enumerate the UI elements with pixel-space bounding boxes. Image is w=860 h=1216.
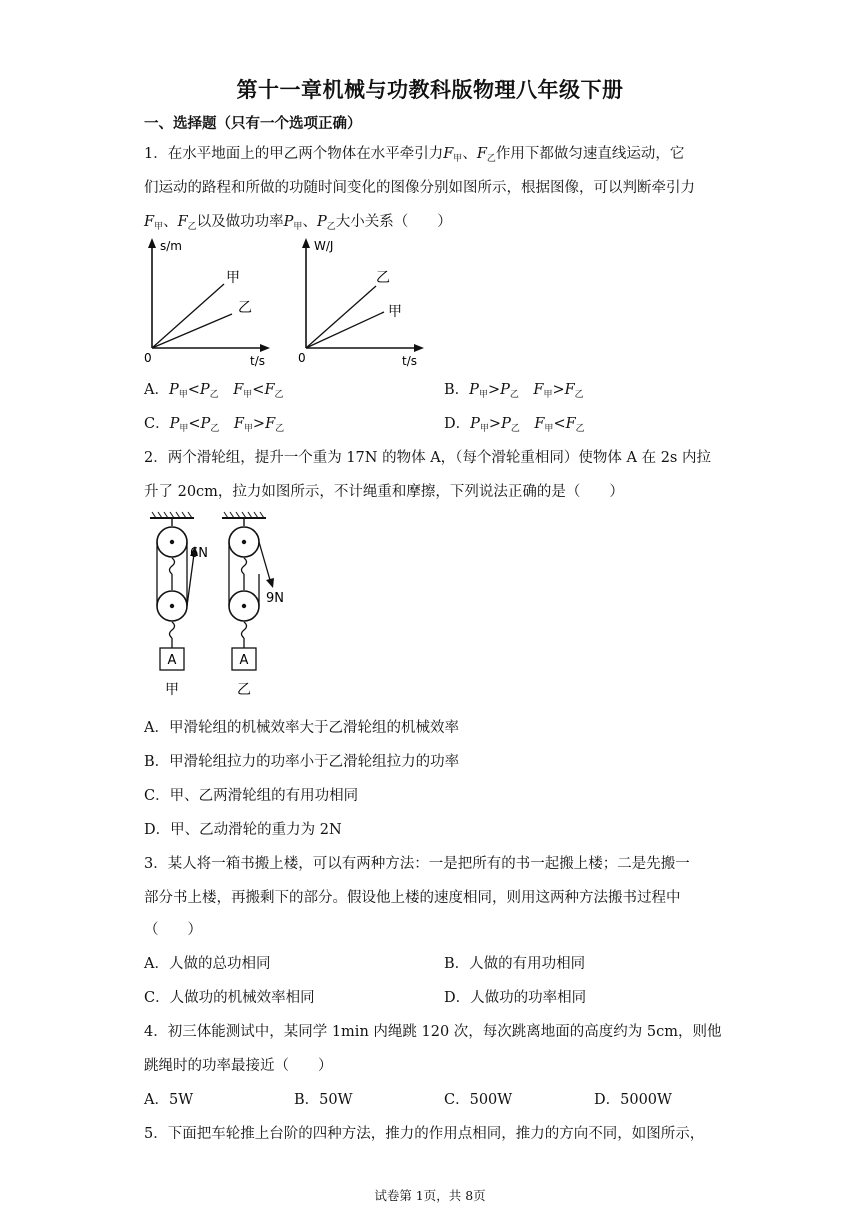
q2-line-1: 2．两个滑轮组，提升一个重为 17N 的物体 A，（每个滑轮重相同）使物体 A 在 2s 内拉: [144, 450, 711, 466]
q3-option-c[interactable]: C．人做功的机械效率相同: [144, 990, 315, 1006]
caption-yi: 乙: [237, 682, 251, 698]
svg-text:A: A: [167, 653, 177, 668]
line-jia: [306, 312, 384, 348]
q3-line-3: （ ）: [144, 922, 202, 938]
line-label-yi: 乙: [376, 270, 390, 286]
x-axis-label: t/s: [250, 354, 265, 368]
q3-option-d[interactable]: D．人做功的功率相同: [444, 990, 587, 1006]
q1-line-1: 1．在水平地面上的甲乙两个物体在水平牵引力$F_甲$、$F_乙$作用下都做匀速直线运动，它: [144, 146, 685, 164]
q1-line-3: $F_甲$、$F_乙$以及做功功率$P_甲$、$P_乙$大小关系（ ）: [144, 214, 452, 232]
q3-option-b[interactable]: B．人做的有用功相同: [444, 956, 586, 972]
q1-line-2: 们运动的路程和所做的功随时间变化的图像分别如图所示，根据图像，可以判断牵引力: [144, 180, 695, 196]
q3-line-2: 部分书上楼，再搬剩下的部分。假设他上楼的速度相同，则用这两种方法搬书过程中: [144, 890, 681, 906]
q4-option-c[interactable]: C．500W: [444, 1092, 513, 1108]
q4-line-2: 跳绳时的功率最接近（ ）: [144, 1058, 333, 1074]
q2-option-c[interactable]: C．甲、乙两滑轮组的有用功相同: [144, 788, 359, 804]
q2-line-2: 升了 20cm，拉力如图所示，不计绳重和摩擦，下列说法正确的是（ ）: [144, 484, 624, 500]
q2-option-b[interactable]: B．甲滑轮组拉力的功率小于乙滑轮组拉力的功率: [144, 754, 460, 770]
line-label-jia: 甲: [226, 270, 240, 286]
q3-option-a[interactable]: A．人做的总功相同: [144, 956, 271, 972]
q4-option-a[interactable]: A．5W: [144, 1092, 194, 1108]
svg-text:A: A: [239, 653, 249, 668]
q4-option-d[interactable]: D．5000W: [594, 1092, 672, 1108]
line-jia: [152, 284, 224, 348]
q1-option-b[interactable]: B．$P_甲>P_乙$ $F_甲>F_乙$: [444, 382, 584, 400]
section-heading: 一、选择题（只有一个选项正确）: [144, 116, 362, 132]
q2-pulley-figure: [144, 510, 304, 702]
line-label-jia: 甲: [388, 304, 402, 320]
q3-line-1: 3．某人将一箱书搬上楼，可以有两种方法：一是把所有的书一起搬上楼；二是先搬一: [144, 856, 690, 872]
q5-line-1: 5．下面把车轮推上台阶的四种方法，推力的作用点相同，推力的方向不同，如图所示，: [144, 1126, 705, 1142]
q1-option-a[interactable]: A．$P_甲<P_乙$ $F_甲<F_乙$: [144, 382, 284, 400]
force-arrow: [266, 578, 274, 588]
force-label-9n: 9N: [266, 591, 284, 606]
x-axis-arrow: [414, 344, 424, 352]
line-yi: [306, 286, 376, 348]
force-label-6n: 6N: [190, 546, 208, 561]
x-axis-label: t/s: [402, 354, 417, 368]
y-axis-arrow: [302, 238, 310, 248]
caption-jia: 甲: [165, 682, 179, 698]
q4-option-b[interactable]: B．50W: [294, 1092, 353, 1108]
q1-option-d[interactable]: D．$P_甲>P_乙$ $F_甲<F_乙$: [444, 416, 585, 434]
line-label-yi: 乙: [238, 300, 252, 316]
pulley-system-jia: [150, 512, 208, 698]
q1-graph-s-t: [138, 236, 278, 370]
q2-option-a[interactable]: A．甲滑轮组的机械效率大于乙滑轮组的机械效率: [144, 720, 459, 736]
page-title: 第十一章机械与功教科版物理八年级下册: [236, 78, 624, 102]
pulley-system-yi: [222, 512, 284, 698]
x-axis-arrow: [260, 344, 270, 352]
page-footer: 试卷第 1页，共 8页: [374, 1188, 486, 1203]
q4-line-1: 4．初三体能测试中，某同学 1min 内绳跳 120 次，每次跳离地面的高度约为 5cm，则他: [144, 1024, 722, 1040]
origin-label: 0: [144, 351, 152, 365]
line-yi: [152, 314, 232, 348]
q1-graph-w-t: [292, 236, 432, 370]
q1-option-c[interactable]: C．$P_甲<P_乙$ $F_甲>F_乙$: [144, 416, 285, 434]
q2-option-d[interactable]: D．甲、乙动滑轮的重力为 2N: [144, 822, 342, 838]
y-axis-arrow: [148, 238, 156, 248]
origin-label: 0: [298, 351, 306, 365]
y-axis-label: s/m: [160, 239, 182, 253]
y-axis-label: W/J: [314, 239, 334, 253]
